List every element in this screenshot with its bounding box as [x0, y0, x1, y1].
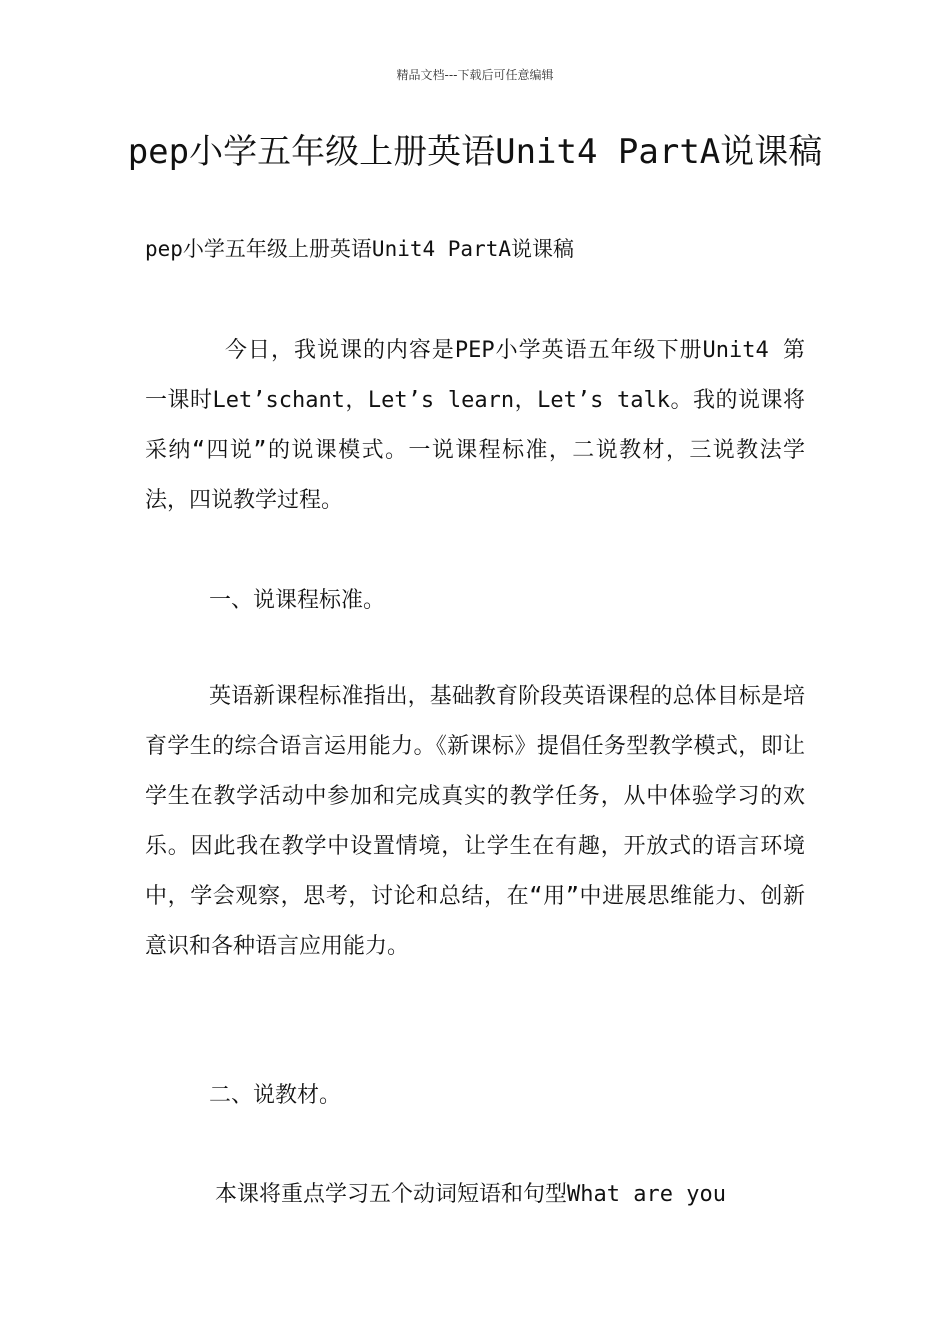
document-title: pep小学五年级上册英语Unit4 PartA说课稿	[127, 132, 823, 172]
intro-paragraph: 今日，我说课的内容是PEP小学英语五年级下册Unit4 第一课时Let’schant，Let’s learn，Let’s talk。我的说课将采纳“四说”的说课模式。一说课程标准，二说教材，三说教法学法，四说教学过程。	[145, 338, 805, 513]
section-heading-textbook: 二、说教材。	[209, 1083, 342, 1108]
curriculum-paragraph: 英语新课程标准指出，基础教育阶段英语课程的总体目标是培育学生的综合语言运用能力。《新课标》提倡任务型教学模式，即让学生在教学活动中参加和完成真实的教学任务，从中体验学习的欢乐。因此我在教学中设置情境，让学生在有趣，开放式的语言环境中，学会观察，思考，讨论和总结，在“用”中进展思维能力、创新意识和各种语言应用能力。	[145, 684, 805, 959]
textbook-paragraph: 本课将重点学习五个动词短语和句型What are you	[215, 1182, 726, 1207]
document-subtitle: pep小学五年级上册英语Unit4 PartA说课稿	[145, 237, 575, 261]
header-note: 精品文档---下载后可任意编辑	[396, 68, 554, 82]
section-heading-curriculum: 一、说课程标准。	[209, 588, 386, 613]
